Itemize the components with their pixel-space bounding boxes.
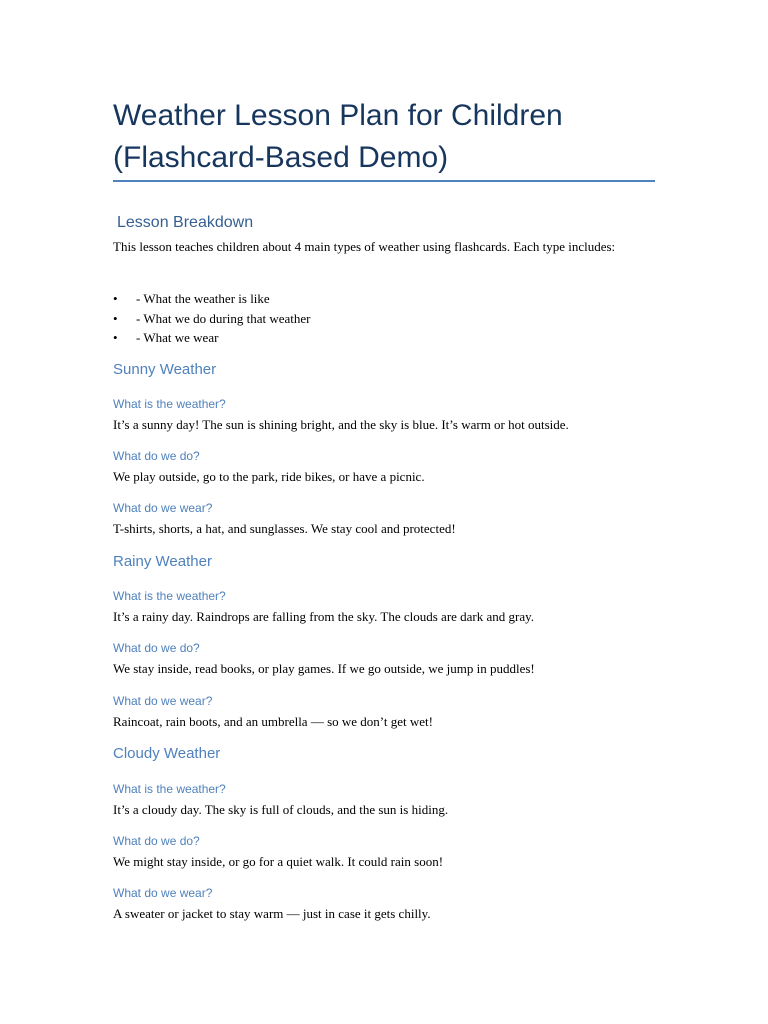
answer-wear: Raincoat, rain boots, and an umbrella — so we don’t get wet! (113, 714, 433, 729)
section-heading-cloudy: Cloudy Weather (113, 745, 221, 762)
lesson-breakdown-list (113, 289, 310, 348)
answer-weather: It’s a cloudy day. The sky is full of clouds, and the sun is hiding. (113, 802, 449, 817)
bullet-icon: • (113, 330, 118, 345)
question-do: What do we do? (113, 641, 200, 655)
answer-wear: A sweater or jacket to stay warm — just in case it gets chilly. (113, 906, 431, 921)
answer-weather: It’s a sunny day! The sun is shining bright, and the sky is blue. It’s warm or hot outside. (113, 417, 569, 432)
answer-weather: It’s a rainy day. Raindrops are falling from the sky. The clouds are dark and gray. (113, 609, 535, 624)
question-weather: What is the weather? (113, 782, 226, 796)
lesson-breakdown-heading: Lesson Breakdown (117, 214, 254, 231)
answer-do: We stay inside, read books, or play games. If we go outside, we jump in puddles! (113, 661, 535, 676)
list-item-text: - What we wear (136, 330, 219, 345)
question-wear: What do we wear? (113, 501, 213, 515)
section-heading-sunny: Sunny Weather (113, 361, 217, 378)
answer-do: We might stay inside, or go for a quiet walk. It could rain soon! (113, 854, 444, 869)
question-weather: What is the weather? (113, 397, 226, 411)
question-wear: What do we wear? (113, 694, 213, 708)
section-heading-rainy: Rainy Weather (113, 553, 212, 570)
question-wear: What do we wear? (113, 886, 213, 900)
question-do: What do we do? (113, 449, 200, 463)
document-title: Weather Lesson Plan for Children (Flashcard-Based Demo) (113, 99, 563, 174)
list-item-text: - What the weather is like (136, 291, 270, 306)
lesson-breakdown-intro: This lesson teaches children about 4 main types of weather using flashcards. Each type includes: (113, 239, 616, 254)
list-item (113, 289, 310, 309)
answer-do: We play outside, go to the park, ride bikes, or have a picnic. (113, 469, 425, 484)
bullet-icon: • (113, 291, 118, 306)
list-item (113, 309, 310, 329)
list-item-text: - What we do during that weather (136, 310, 311, 326)
question-do: What do we do? (113, 834, 200, 848)
title-underline (113, 180, 655, 182)
bullet-icon: • (113, 310, 118, 326)
question-weather: What is the weather? (113, 589, 226, 603)
answer-wear: T-shirts, shorts, a hat, and sunglasses. We stay cool and protected! (113, 521, 456, 536)
list-item (113, 328, 310, 348)
